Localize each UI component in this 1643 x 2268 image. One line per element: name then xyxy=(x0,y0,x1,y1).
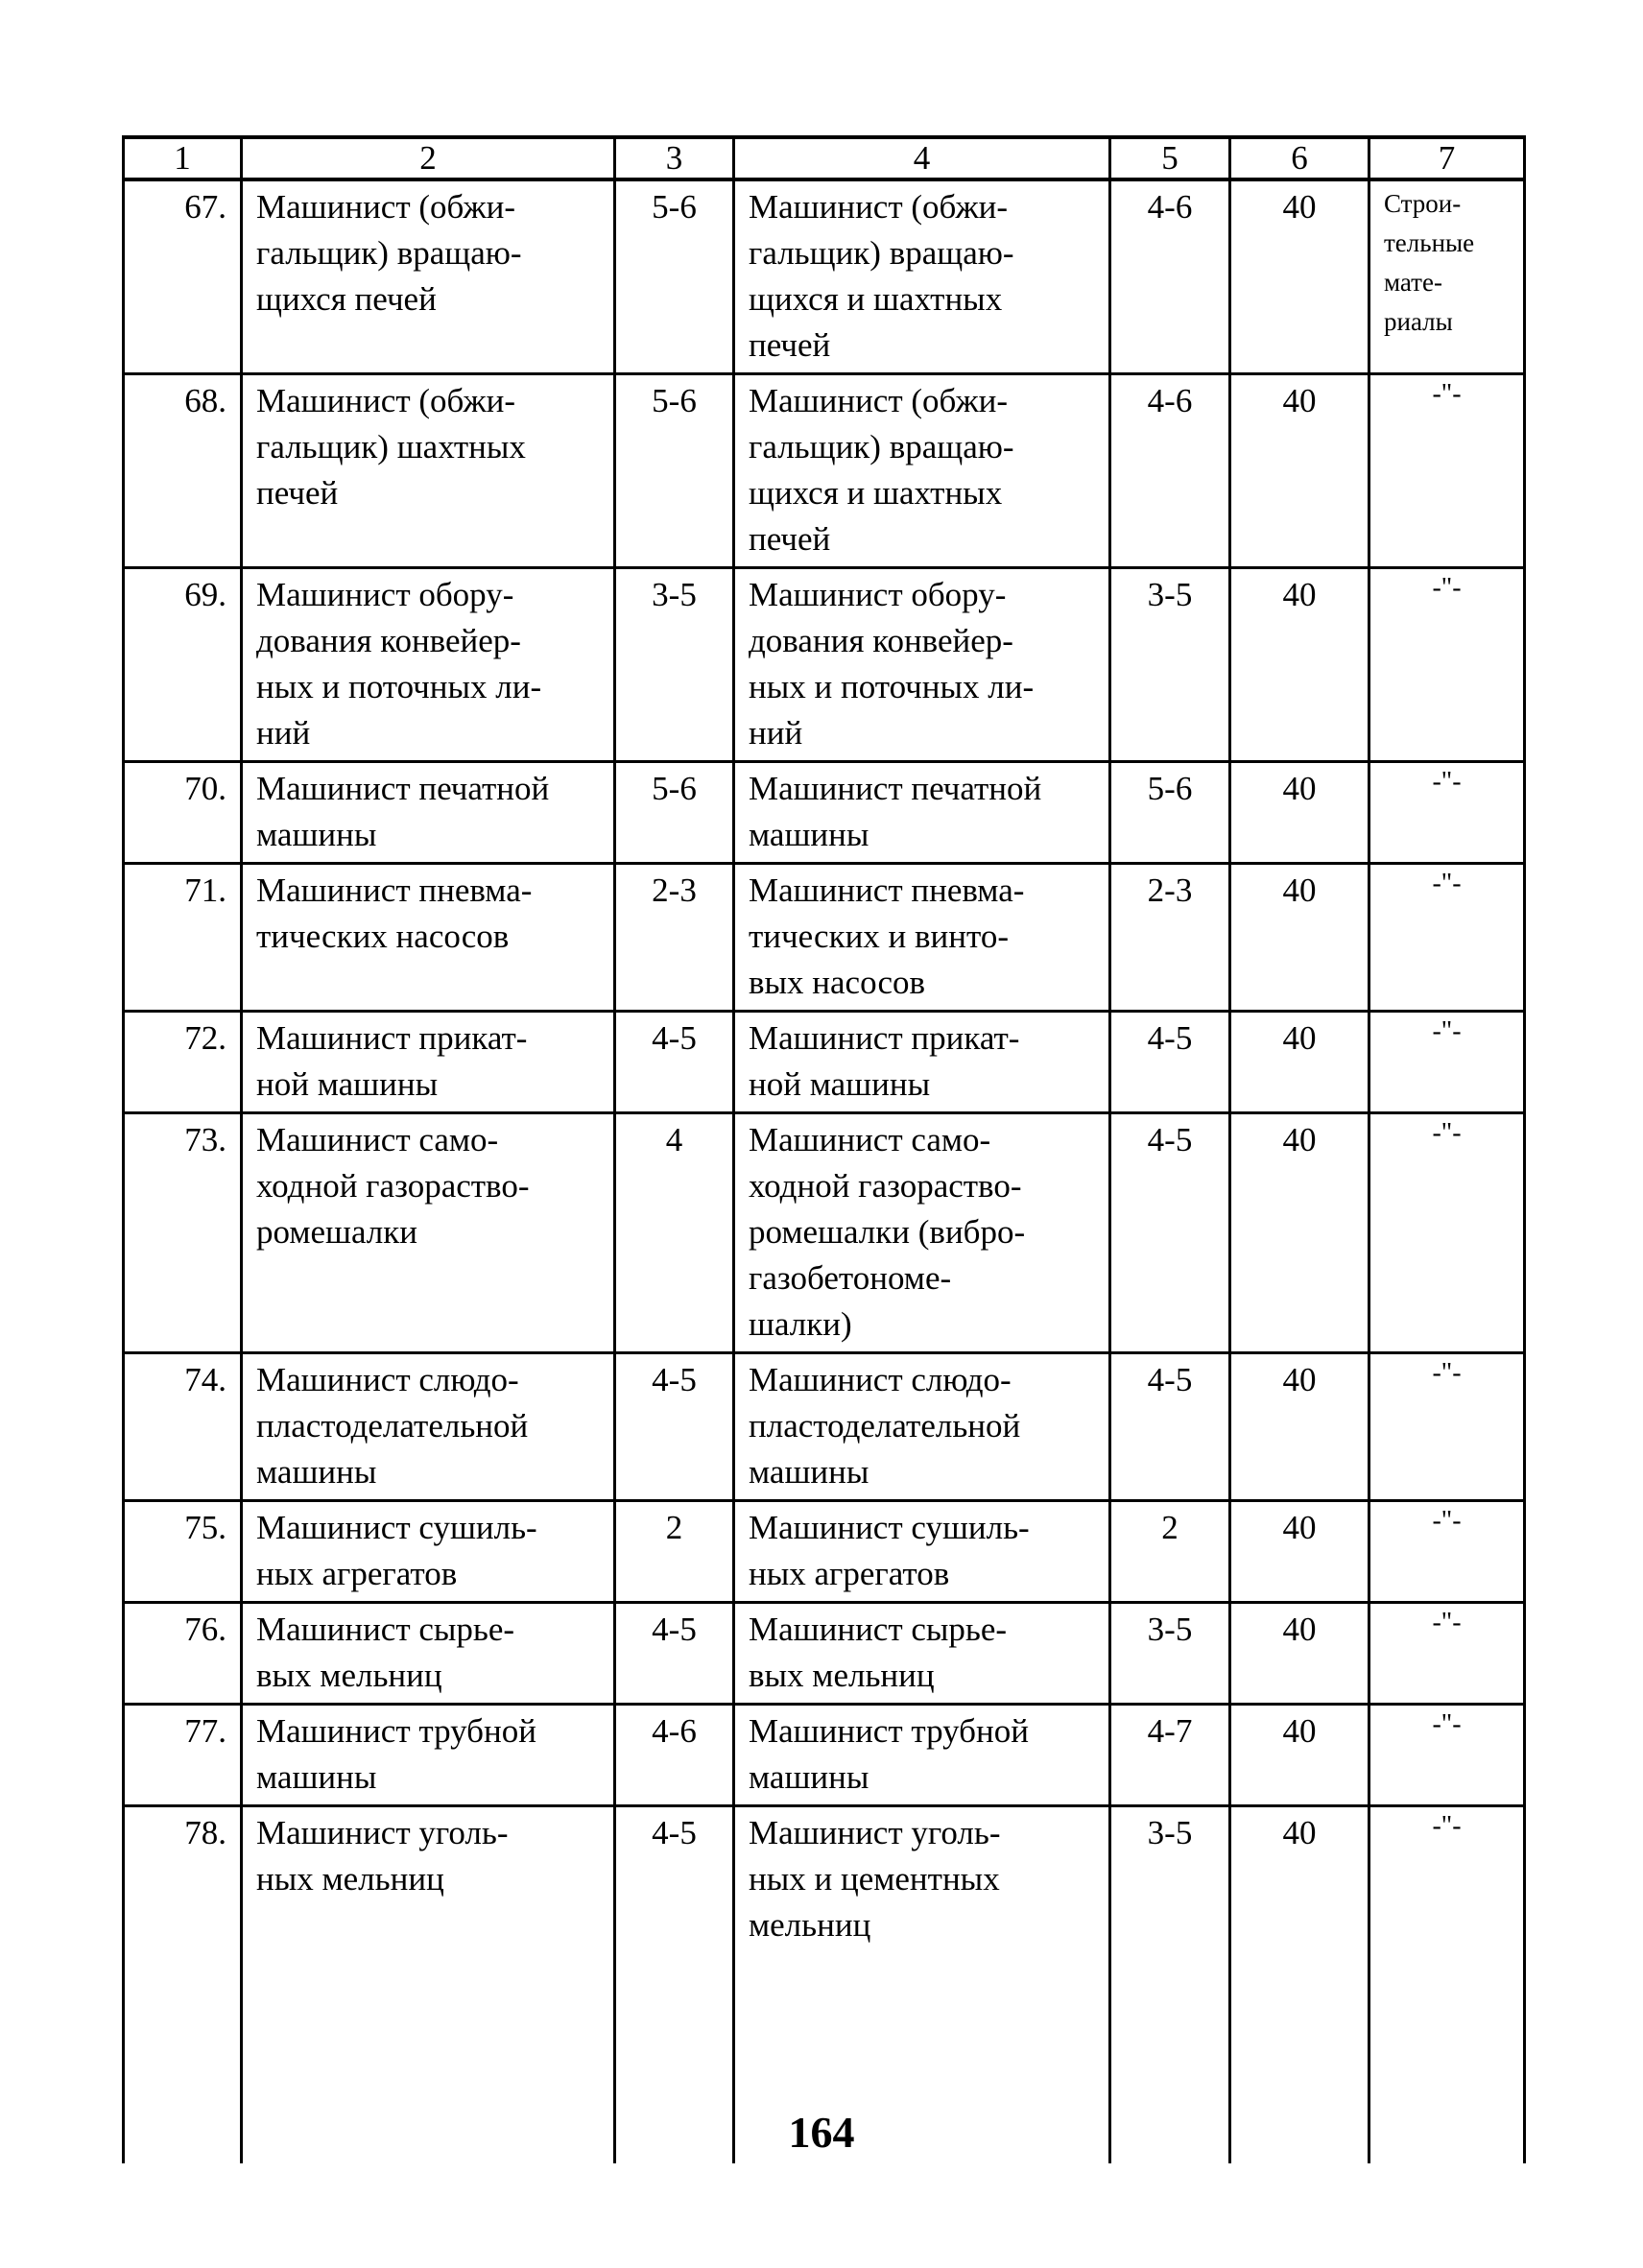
hours-value: 40 xyxy=(1230,1113,1369,1353)
sector-name: -"- xyxy=(1369,1705,1525,1806)
old-profession-name: Машинист сырье- вых мельниц xyxy=(242,1603,615,1705)
new-grade-range: 4-6 xyxy=(1110,179,1230,374)
sector-name: -"- xyxy=(1369,1501,1525,1603)
sector-name: -"- xyxy=(1369,1806,1525,2163)
old-grade-range: 2-3 xyxy=(615,864,734,1012)
old-grade-range: 4-5 xyxy=(615,1806,734,2163)
old-profession-name: Машинист само- ходной газораство- ромешалки xyxy=(242,1113,615,1353)
new-grade-range: 2 xyxy=(1110,1501,1230,1603)
column-header: 6 xyxy=(1230,137,1369,179)
row-number: 68. xyxy=(124,374,242,568)
old-profession-name: Машинист сушиль- ных агрегатов xyxy=(242,1501,615,1603)
new-grade-range: 4-5 xyxy=(1110,1353,1230,1501)
new-grade-range: 3-5 xyxy=(1110,1603,1230,1705)
table-row xyxy=(124,1501,1525,1603)
column-header: 7 xyxy=(1369,137,1525,179)
sector-name: -"- xyxy=(1369,1603,1525,1705)
new-grade-range: 2-3 xyxy=(1110,864,1230,1012)
old-grade-range: 4 xyxy=(615,1113,734,1353)
new-grade-range: 4-7 xyxy=(1110,1705,1230,1806)
new-grade-range: 5-6 xyxy=(1110,762,1230,864)
hours-value: 40 xyxy=(1230,864,1369,1012)
old-grade-range: 4-6 xyxy=(615,1705,734,1806)
new-profession-name: Машинист (обжи- гальщик) вращаю- щихся и шахтных печей xyxy=(734,374,1110,568)
column-header: 3 xyxy=(615,137,734,179)
hours-value: 40 xyxy=(1230,374,1369,568)
hours-value: 40 xyxy=(1230,1806,1369,2163)
old-grade-range: 5-6 xyxy=(615,179,734,374)
row-number: 67. xyxy=(124,179,242,374)
new-profession-name: Машинист трубной машины xyxy=(734,1705,1110,1806)
row-number: 76. xyxy=(124,1603,242,1705)
table-row xyxy=(124,374,1525,568)
old-profession-name: Машинист обору- дования конвейер- ных и поточных ли- ний xyxy=(242,568,615,762)
old-profession-name: Машинист уголь- ных мельниц xyxy=(242,1806,615,2163)
row-number: 78. xyxy=(124,1806,242,2163)
row-number: 73. xyxy=(124,1113,242,1353)
table-row xyxy=(124,1113,1525,1353)
table-row xyxy=(124,762,1525,864)
row-number: 69. xyxy=(124,568,242,762)
table-row xyxy=(124,179,1525,374)
hours-value: 40 xyxy=(1230,1012,1369,1113)
old-grade-range: 4-5 xyxy=(615,1603,734,1705)
sector-name: -"- xyxy=(1369,1113,1525,1353)
new-profession-name: Машинист обору- дования конвейер- ных и поточных ли- ний xyxy=(734,568,1110,762)
column-header: 2 xyxy=(242,137,615,179)
new-profession-name: Машинист прикат- ной машины xyxy=(734,1012,1110,1113)
table-row xyxy=(124,1353,1525,1501)
hours-value: 40 xyxy=(1230,1353,1369,1501)
new-profession-name: Машинист печатной машины xyxy=(734,762,1110,864)
old-grade-range: 4-5 xyxy=(615,1353,734,1501)
old-grade-range: 5-6 xyxy=(615,762,734,864)
table-row xyxy=(124,1603,1525,1705)
old-profession-name: Машинист (обжи- гальщик) шахтных печей xyxy=(242,374,615,568)
hours-value: 40 xyxy=(1230,1705,1369,1806)
column-header: 4 xyxy=(734,137,1110,179)
old-grade-range: 2 xyxy=(615,1501,734,1603)
old-profession-name: Машинист слюдо- пластоделательной машины xyxy=(242,1353,615,1501)
table-row xyxy=(124,864,1525,1012)
row-number: 70. xyxy=(124,762,242,864)
new-profession-name: Машинист сушиль- ных агрегатов xyxy=(734,1501,1110,1603)
sector-name: -"- xyxy=(1369,864,1525,1012)
hours-value: 40 xyxy=(1230,762,1369,864)
column-header: 1 xyxy=(124,137,242,179)
new-profession-name: Машинист само- ходной газораство- ромешалки (вибро- газобетономе- шалки) xyxy=(734,1113,1110,1353)
sector-name: -"- xyxy=(1369,762,1525,864)
new-profession-name: Машинист сырье- вых мельниц xyxy=(734,1603,1110,1705)
row-number: 75. xyxy=(124,1501,242,1603)
old-profession-name: Машинист трубной машины xyxy=(242,1705,615,1806)
hours-value: 40 xyxy=(1230,1603,1369,1705)
new-profession-name: Машинист уголь- ных и цементных мельниц xyxy=(734,1806,1110,2163)
new-grade-range: 4-5 xyxy=(1110,1012,1230,1113)
page-number: 164 xyxy=(788,2108,855,2157)
sector-name: -"- xyxy=(1369,374,1525,568)
new-grade-range: 4-6 xyxy=(1110,374,1230,568)
new-profession-name: Машинист пневма- тических и винто- вых насосов xyxy=(734,864,1110,1012)
table-row xyxy=(124,568,1525,762)
column-header: 5 xyxy=(1110,137,1230,179)
new-grade-range: 4-5 xyxy=(1110,1113,1230,1353)
sector-name: -"- xyxy=(1369,1353,1525,1501)
professions-table xyxy=(122,135,1526,2163)
table-row xyxy=(124,1705,1525,1806)
table-header-row xyxy=(124,137,1525,179)
row-number: 71. xyxy=(124,864,242,1012)
old-grade-range: 5-6 xyxy=(615,374,734,568)
hours-value: 40 xyxy=(1230,179,1369,374)
sector-name: Строи- тельные мате- риалы xyxy=(1369,179,1525,374)
old-profession-name: Машинист пневма- тических насосов xyxy=(242,864,615,1012)
new-profession-name: Машинист слюдо- пластоделательной машины xyxy=(734,1353,1110,1501)
new-grade-range: 3-5 xyxy=(1110,1806,1230,2163)
old-profession-name: Машинист печатной машины xyxy=(242,762,615,864)
page-sheet xyxy=(122,135,1523,2083)
row-number: 72. xyxy=(124,1012,242,1113)
old-grade-range: 4-5 xyxy=(615,1012,734,1113)
old-grade-range: 3-5 xyxy=(615,568,734,762)
hours-value: 40 xyxy=(1230,1501,1369,1603)
new-profession-name: Машинист (обжи- гальщик) вращаю- щихся и шахтных печей xyxy=(734,179,1110,374)
new-grade-range: 3-5 xyxy=(1110,568,1230,762)
row-number: 77. xyxy=(124,1705,242,1806)
row-number: 74. xyxy=(124,1353,242,1501)
old-profession-name: Машинист прикат- ной машины xyxy=(242,1012,615,1113)
table-row xyxy=(124,1012,1525,1113)
old-profession-name: Машинист (обжи- гальщик) вращаю- щихся печей xyxy=(242,179,615,374)
sector-name: -"- xyxy=(1369,568,1525,762)
sector-name: -"- xyxy=(1369,1012,1525,1113)
hours-value: 40 xyxy=(1230,568,1369,762)
